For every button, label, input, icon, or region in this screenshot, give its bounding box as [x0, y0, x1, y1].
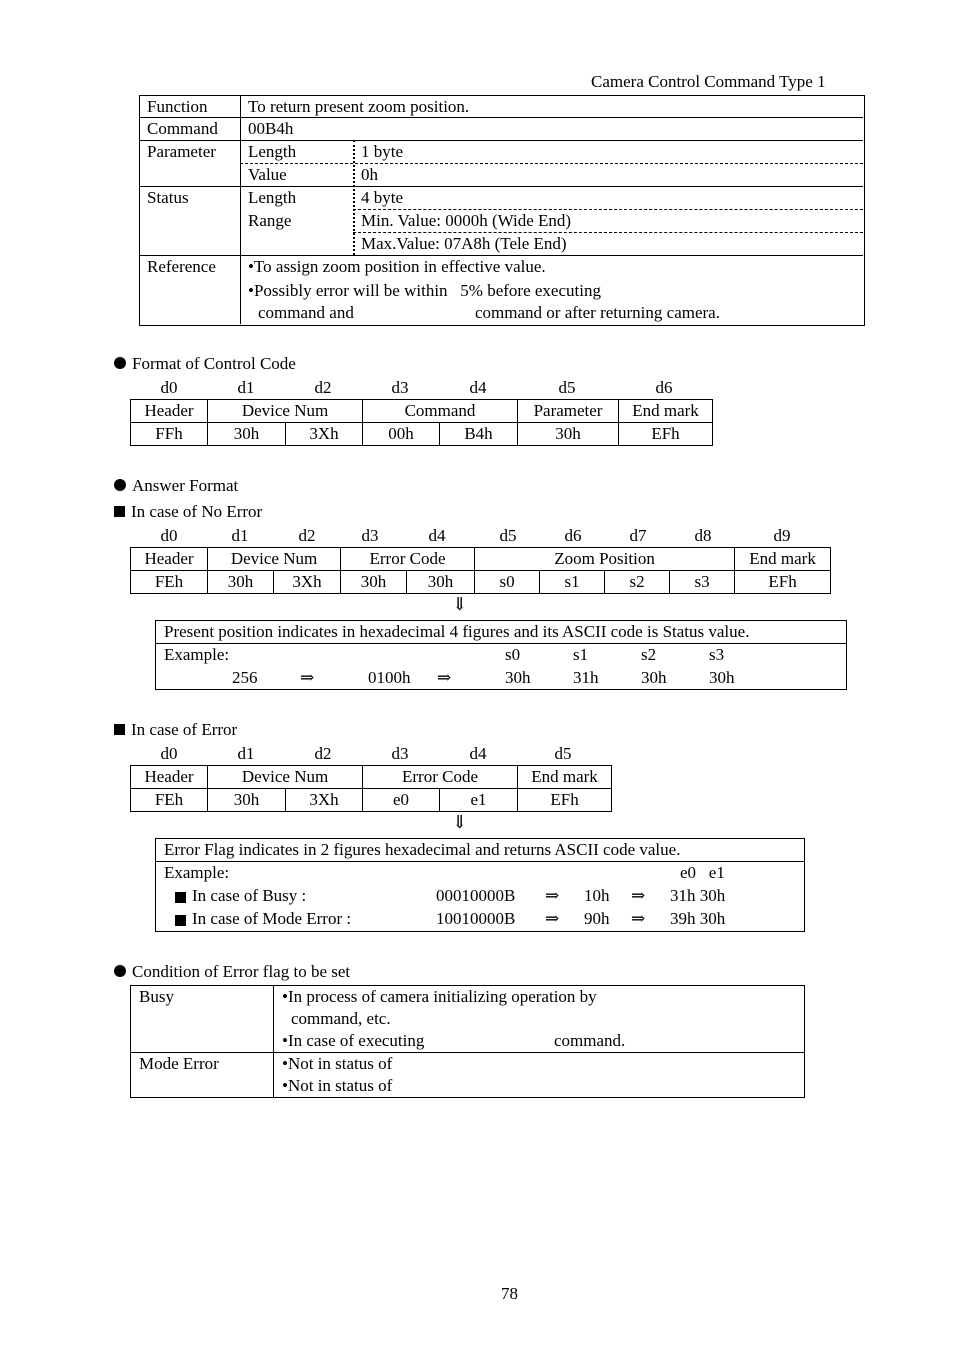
header-cell: End mark — [735, 548, 831, 571]
status-range-max: Max.Value: 07A8h (Tele End) — [361, 234, 567, 253]
byte-label: d3 — [391, 744, 409, 763]
right-arrow-icon: ⇒ — [437, 668, 452, 687]
right-arrow-icon: ⇒ — [631, 886, 646, 905]
byte-label: d8 — [694, 526, 712, 545]
square-bullet-icon — [114, 506, 125, 517]
value-cell: 00h — [363, 423, 440, 446]
byte-label: d5 — [499, 526, 517, 545]
answer-format-title-text: Answer Format — [132, 476, 239, 495]
answer-example-val: 31h — [573, 668, 599, 687]
header-cell: Header — [131, 766, 208, 789]
condition-busy-label: Busy — [139, 987, 174, 1006]
header-cell: End mark — [619, 400, 713, 423]
param-length-value: 1 byte — [361, 142, 404, 161]
status-length-label: Length — [248, 188, 297, 207]
bullet-icon — [114, 965, 126, 977]
condition-mode-line2: •Not in status of — [282, 1076, 393, 1095]
header-cell: Header — [131, 400, 208, 423]
answer-table — [130, 547, 831, 594]
spec-inner-divider — [353, 140, 355, 255]
parameter-label: Parameter — [147, 142, 216, 161]
header-cell: Device Num — [208, 766, 363, 789]
byte-label: d3 — [391, 378, 409, 397]
byte-label: d9 — [773, 526, 791, 545]
header-cell: Command — [363, 400, 518, 423]
header-cell: Error Code — [363, 766, 518, 789]
error-title — [114, 720, 237, 740]
param-value-label: Value — [248, 165, 287, 184]
condition-divider-v — [273, 985, 274, 1097]
busy-ascii: 31h 30h — [670, 886, 726, 905]
control-code-title-text: Format of Control Code — [132, 354, 296, 373]
down-arrow-icon: ⇓ — [452, 812, 468, 832]
answer-note-rule — [155, 643, 846, 644]
header-cell: Zoom Position — [475, 548, 735, 571]
value-cell: 30h — [208, 423, 286, 446]
mode-label: In case of Mode Error : — [192, 909, 352, 928]
byte-label: d1 — [237, 378, 255, 397]
byte-label: d6 — [564, 526, 582, 545]
answer-example-val: 30h — [505, 668, 531, 687]
control-code-table — [130, 399, 713, 446]
condition-title — [114, 962, 350, 982]
condition-mode-label: Mode Error — [139, 1054, 219, 1073]
reference-line2: •Possibly error will be within 5% before executing — [248, 281, 601, 300]
answer-example-col: s0 — [505, 645, 521, 664]
error-example-cols: e0 e1 — [680, 863, 725, 882]
bullet-icon — [114, 479, 126, 491]
value-cell: 3Xh — [274, 571, 341, 594]
square-bullet-icon — [175, 915, 186, 926]
mode-hex: 90h — [584, 909, 610, 928]
down-arrow-icon: ⇓ — [452, 594, 468, 614]
reference-line3a: command and — [258, 303, 354, 322]
spec-rule — [240, 163, 863, 164]
value-cell: FFh — [131, 423, 208, 446]
byte-label: d0 — [160, 744, 178, 763]
value-cell: FEh — [131, 789, 208, 812]
right-arrow-icon: ⇒ — [545, 909, 560, 928]
page-number: 78 — [501, 1284, 518, 1303]
right-arrow-icon: ⇒ — [545, 886, 560, 905]
byte-label: d2 — [314, 378, 332, 397]
header-cell: Error Code — [341, 548, 475, 571]
header-cell: Parameter — [518, 400, 619, 423]
no-error-title-text: In case of No Error — [131, 502, 263, 521]
value-cell: e1 — [440, 789, 518, 812]
error-title-text: In case of Error — [131, 720, 238, 739]
condition-busy-line3a: •In case of executing — [282, 1031, 425, 1050]
answer-example-label: Example: — [164, 645, 230, 664]
spec-rule — [139, 186, 863, 187]
reference-line3b: command or after returning camera. — [475, 303, 720, 322]
byte-label: d2 — [298, 526, 316, 545]
value-cell: EFh — [735, 571, 831, 594]
spec-rule — [139, 255, 863, 256]
value-cell: 30h — [518, 423, 619, 446]
spec-rule — [353, 232, 863, 233]
bullet-icon — [114, 357, 126, 369]
right-arrow-icon: ⇒ — [300, 668, 315, 687]
answer-format-title — [114, 476, 238, 496]
value-cell: 30h — [407, 571, 475, 594]
answer-example-col: s3 — [709, 645, 725, 664]
spec-rule — [139, 140, 863, 141]
busy-bin: 00010000B — [436, 886, 516, 905]
mode-bin: 10010000B — [436, 909, 516, 928]
byte-label: d6 — [655, 378, 673, 397]
command-value: 00B4h — [248, 119, 294, 138]
spec-divider-v — [240, 95, 241, 324]
byte-label: d0 — [160, 378, 178, 397]
square-bullet-icon — [114, 724, 125, 735]
busy-label: In case of Busy : — [192, 886, 307, 905]
square-bullet-icon — [175, 892, 186, 903]
value-cell: e0 — [363, 789, 440, 812]
error-note-rule — [155, 861, 804, 862]
value-cell: EFh — [518, 789, 612, 812]
value-cell: B4h — [440, 423, 518, 446]
condition-busy-line2: command, etc. — [291, 1009, 391, 1028]
status-range-label: Range — [248, 211, 292, 230]
value-cell: EFh — [619, 423, 713, 446]
spec-rule — [139, 117, 863, 118]
reference-line1: •To assign zoom position in effective value. — [248, 257, 546, 276]
error-note-line: Error Flag indicates in 2 figures hexadecimal and returns ASCII code value. — [164, 840, 681, 859]
value-cell: FEh — [131, 571, 208, 594]
value-cell: 3Xh — [286, 423, 363, 446]
byte-label: d4 — [469, 378, 487, 397]
value-cell: 30h — [208, 571, 274, 594]
value-cell: s3 — [670, 571, 735, 594]
answer-example-hex: 0100h — [368, 668, 411, 687]
control-code-byte-labels — [0, 378, 954, 398]
spec-rule — [353, 209, 863, 210]
answer-example-col: s2 — [641, 645, 657, 664]
busy-hex: 10h — [584, 886, 610, 905]
answer-example-dec: 256 — [232, 668, 258, 687]
param-length-label: Length — [248, 142, 297, 161]
byte-label: d7 — [629, 526, 647, 545]
byte-label: d1 — [237, 744, 255, 763]
running-header: Camera Control Command Type 1 — [591, 72, 826, 91]
value-cell: 3Xh — [286, 789, 363, 812]
error-byte-labels — [0, 744, 954, 764]
condition-busy-line1: •In process of camera initializing operation by — [282, 987, 597, 1006]
answer-note-line: Present position indicates in hexadecimal 4 figures and its ASCII code is Status value. — [164, 622, 750, 641]
value-cell: s0 — [475, 571, 540, 594]
condition-busy-line3b: command. — [554, 1031, 626, 1050]
answer-example-val: 30h — [709, 668, 735, 687]
condition-title-text: Condition of Error flag to be set — [132, 962, 351, 981]
byte-label: d1 — [231, 526, 249, 545]
param-value-value: 0h — [361, 165, 378, 184]
value-cell: s2 — [605, 571, 670, 594]
mode-ascii: 39h 30h — [670, 909, 726, 928]
byte-label: d4 — [428, 526, 446, 545]
header-cell: End mark — [518, 766, 612, 789]
error-example-label: Example: — [164, 863, 230, 882]
byte-label: d5 — [554, 744, 572, 763]
mode-error-example-row — [175, 909, 795, 931]
reference-label: Reference — [147, 257, 216, 276]
condition-mode-line1: •Not in status of — [282, 1054, 393, 1073]
value-cell: 30h — [341, 571, 407, 594]
header-cell: Device Num — [208, 548, 341, 571]
header-cell: Header — [131, 548, 208, 571]
byte-label: d4 — [469, 744, 487, 763]
value-cell: s1 — [540, 571, 605, 594]
value-cell: 30h — [208, 789, 286, 812]
status-label: Status — [147, 188, 189, 207]
byte-label: d3 — [361, 526, 379, 545]
byte-label: d5 — [558, 378, 576, 397]
function-value: To return present zoom position. — [248, 97, 470, 116]
answer-example-col: s1 — [573, 645, 589, 664]
error-table — [130, 765, 612, 812]
status-range-min: Min. Value: 0000h (Wide End) — [361, 211, 572, 230]
byte-label: d0 — [160, 526, 178, 545]
right-arrow-icon: ⇒ — [631, 909, 646, 928]
answer-example-val: 30h — [641, 668, 667, 687]
status-length-value: 4 byte — [361, 188, 404, 207]
byte-label: d2 — [314, 744, 332, 763]
function-label: Function — [147, 97, 208, 116]
condition-rule — [130, 1052, 804, 1053]
no-error-title — [114, 502, 262, 522]
control-code-title — [114, 354, 296, 374]
answer-byte-labels — [0, 526, 954, 546]
command-label: Command — [147, 119, 218, 138]
header-cell: Device Num — [208, 400, 363, 423]
busy-example-row — [175, 886, 795, 908]
